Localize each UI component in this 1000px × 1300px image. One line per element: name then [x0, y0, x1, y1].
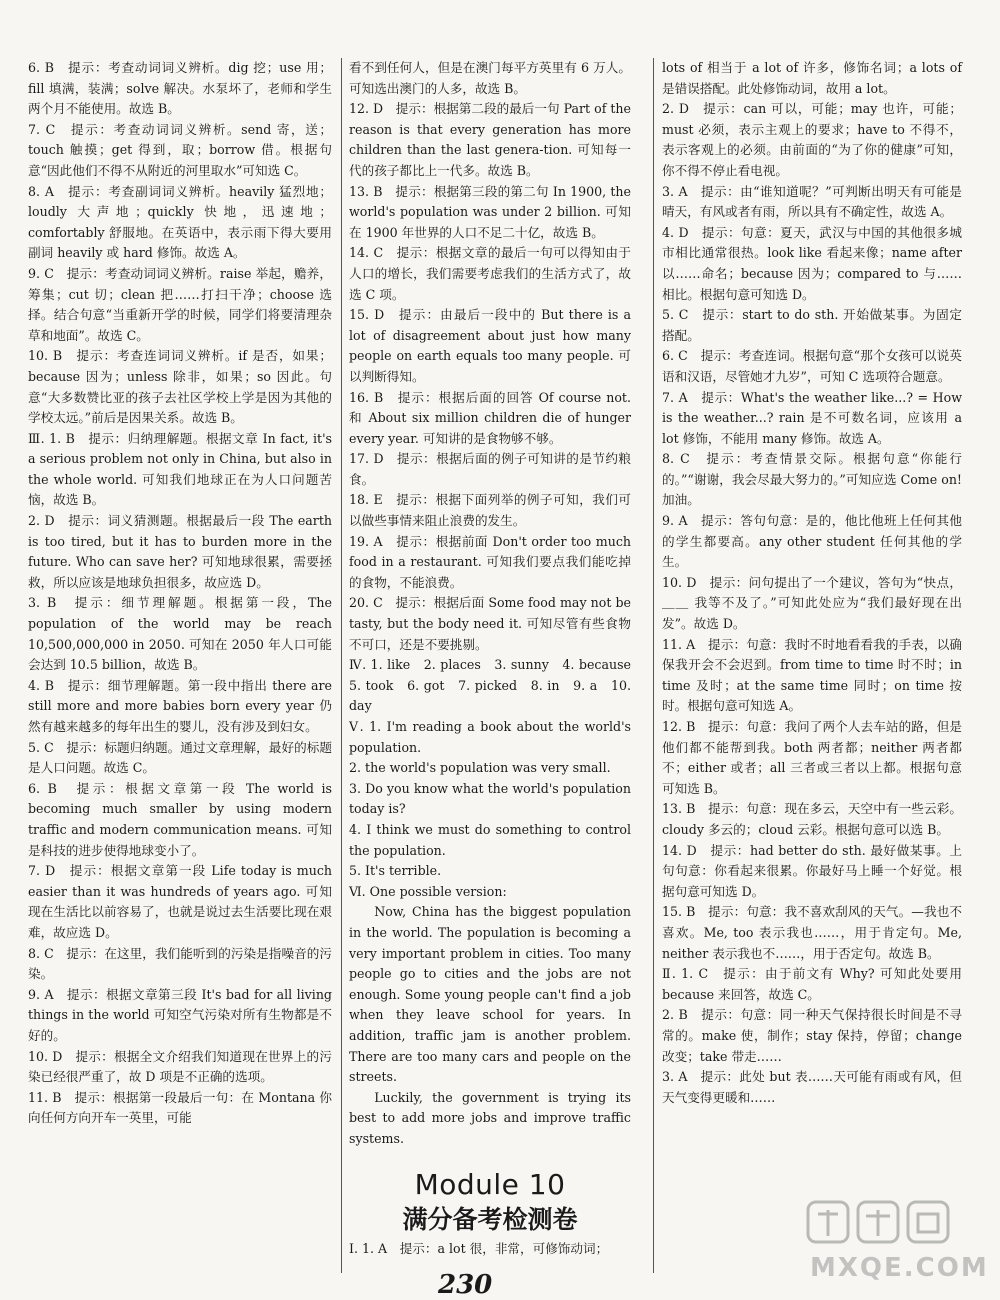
answer-item: 17. D 提示：根据后面的例子可知讲的是节约粮食。 [349, 451, 631, 487]
answer-item: 9. A 提示：根据文章第三段 It's bad for all living things in the world 可知空气污染对所有生物都是不好的。 [28, 986, 332, 1043]
answer-item: 3. A 提示：由“谁知道呢？”可判断出明天有可能是晴天，有风或者有雨，所以具有不确定性，故选 A。 [662, 183, 962, 220]
answer-item: Ⅴ. 1. I'm reading a book about the world's population. [349, 719, 631, 755]
answer-item: 15. B 提示：句意：我不喜欢刮风的天气。—我也不喜欢。Me, too 表示我也……，用于肯定句。Me, neither 表示我也不……，用于否定句。故选 B。 [662, 904, 962, 961]
answer-item: 20. C 提示：根据后面 Some food may not be tasty, but the body need it. 可知尽管有些食物不可口，还是不要挑剔。 [349, 595, 631, 652]
answer-item: 7. D 提示：根据文章第一段 Life today is much easier than it was hundreds of years ago. 可知现在生活比以前容易了，也就是说过去生活要比现在艰难，故应选 D。 [28, 863, 332, 940]
answer-item: 4. D 提示：句意：夏天，武汉与中国的其他很多城市相比通常很热。look like 看起来像；name after 以……命名；because 因为；compared to 与……相比。根据句意可知选 D。 [662, 224, 962, 302]
answer-item: 9. A 提示：答句句意：是的，他比他班上任何其他的学生都要高。any other student 任何其他的学生。 [662, 513, 962, 570]
answer-item: Ⅳ. 1. like 2. places 3. sunny 4. because 5. took 6. got 7. picked 8. in 9. a 10. day [349, 657, 644, 714]
answer-item: 2. B 提示：句意：同一种天气保持很长时间是不寻常的。make 使，制作；stay 保持，停留；change 改变；take 带走…… [662, 1007, 962, 1064]
answer-item: 14. D 提示：had better do sth. 最好做某事。上句句意：你看起来很累。你最好马上睡一个好觉。根据句意可知选 D。 [662, 842, 962, 899]
answer-item: 6. B 提示：根据文章第一段 The world is becoming much smaller by using modern traffic and modern communication means. 可知是科技的进步使得地球变小了。 [28, 780, 332, 858]
answer-list-middle-top [349, 58, 644, 902]
answer-item: 12. D 提示：根据第二段的最后一句 Part of the reason is that every generation has more children than the last genera-tion. 可知每一代的孩子都比上一代多。故选 B。 [349, 101, 631, 178]
answer-item: Ⅱ. 1. C 提示：由于前文有 Why? 可知此处要用 because 来回答，故选 C。 [662, 966, 962, 1002]
answer-item: 4. I think we must do something to control the population. [349, 821, 631, 858]
essay-paragraph: Now, China has the biggest population in the world. The population is becoming a very important problem in cities. Too many people go to cities and the jobs are not enough. Some young people can't find a job when they leave school for years. In addition, traffic jam is another problem. There are too many cars and people on the streets. [349, 904, 631, 1085]
answer-item: 3. B 提示：细节理解题。根据第一段，The population of the world may be reach 10,500,000,000 in 2050. 可知在 2050 年人口可能会达到 10.5 billion，故选 B。 [28, 595, 332, 673]
sample-essay [349, 902, 631, 1149]
answer-item: 8. C 提示：考查情景交际。根据句意“你能行的。”“谢谢，我会尽最大努力的。”可知应选 Come on! 加油。 [662, 451, 962, 508]
answer-item: Ⅲ. 1. B 提示：归纳理解题。根据文章 In fact, it's a serious problem not only in China, but also in the whole world. 可知我们地球正在为人口问题苦恼，故选 B。 [28, 430, 332, 508]
answer-item: 2. the world's population was very small. [349, 760, 611, 776]
module-subtitle: 满分备考检测卷 [402, 1205, 578, 1235]
answer-item: 13. B 提示：根据第三段的第二句 In 1900, the world's population was under 2 billion. 可知在 1900 年世界的人口不足二十亿，故选 B。 [349, 183, 631, 240]
module-title: Module 10 [414, 1168, 566, 1202]
answer-item: 9. C 提示：考查动词词义辨析。raise 举起，赡养，筹集；cut 切；clean 把……打扫干净；choose 选择。结合句意“当重新开学的时候，同学们将要清理杂草和地面”。故选 C。 [28, 265, 332, 343]
answer-item: 7. A 提示：What's the weather like...? = How is the weather...? rain 是不可数名词，应该用 a lot 修饰，不能用 many 修饰。故选 A。 [662, 389, 962, 446]
answer-item: 8. A 提示：考查副词词义辨析。heavily 猛烈地；loudly 大声地；quickly 快地，迅速地；comfortably 舒服地。在英语中，表示雨下得大要用副词 heavily 或 hard 修饰。故选 A。 [28, 183, 332, 261]
page-number: 230 [438, 1270, 493, 1300]
answer-item: Ⅰ. 1. A 提示：a lot 很，非常，可修饰动词； [349, 1241, 609, 1257]
answer-item: 14. C 提示：根据文章的最后一句可以得知由于人口的增长，我们需要考虑我们的生活方式了，故选 C 项。 [349, 245, 631, 302]
answer-item: 2. D 提示：can 可以，可能；may 也许，可能；must 必须，表示主观上的要求；have to 不得不，表示客观上的必须。由前面的“为了你的健康”可知，你不得不停止看电视。 [662, 101, 962, 178]
answer-item: 3. Do you know what the world's population today is? [349, 780, 631, 817]
answer-item: 看不到任何人，但是在澳门每平方英里有 6 万人。可知选出澳门的人多，故选 B。 [349, 60, 631, 96]
answer-item: 4. B 提示：细节理解题。第一段中指出 there are still more and more babies born every year 仍然有越来越多的每年出生的婴儿，没有涉及到妇女。 [28, 677, 332, 734]
answer-item: 18. E 提示：根据下面列举的例子可知，我们可以做些事情来阻止浪费的发生。 [349, 492, 631, 529]
essay-paragraph: Luckily, the government is trying its best to add more jobs and improve traffic systems. [349, 1089, 631, 1146]
answer-item: 3. A 提示：此处 but 表……天可能有雨或有风，但天气变得更暖和…… [662, 1069, 962, 1105]
svg-text:MXQE.COM: MXQE.COM [810, 1253, 989, 1283]
column-divider-1 [341, 58, 342, 1273]
answer-item: 5. C 提示：标题归纳题。通过文章理解，最好的标题是人口问题。故选 C。 [28, 739, 332, 776]
answer-column-right [662, 58, 962, 1280]
answer-item: 11. A 提示：句意：我时不时地看看我的手表，以确保我开会不会迟到。from time to time 时不时；in time 及时；at the same time 同时；on time 按时。根据句意可知选 A。 [662, 636, 962, 714]
answer-item: 12. B 提示：句意：我问了两个人去车站的路，但是他们都不能帮到我。both 两者都；neither 两者都不；either 或者；all 三者或三者以上都。根据句意可知选 B。 [662, 719, 962, 796]
answer-item: 6. C 提示：考查连词。根据句意“那个女孩可以说英语和汉语，尽管她才九岁”，可知 C 选项符合题意。 [662, 348, 962, 384]
answer-item: 11. B 提示：根据第一段最后一句：在 Montana 你向任何方向开车一英里，可能 [28, 1089, 332, 1126]
answer-item: 16. B 提示：根据后面的回答 Of course not. 和 About six million children die of hunger every year. 可知讲的是食物够不够。 [349, 389, 631, 446]
answer-column-left [28, 58, 332, 1280]
answer-item: 5. C 提示：start to do sth. 开始做某事。为固定搭配。 [662, 307, 962, 343]
answer-item: 10. D 提示：根据全文介绍我们知道现在世界上的污染已经很严重了，故 D 项是不正确的选项。 [28, 1048, 332, 1085]
answer-item: 8. C 提示：在这里，我们能听到的污染是指噪音的污染。 [28, 945, 332, 982]
answer-item: 2. D 提示：词义猜测题。根据最后一段 The earth is too tired, but it has to burden more in the future. Who can save her? 可知地球很累，需要拯救，所以应该是地球负担很多，故应选 D。 [28, 513, 332, 590]
answer-item: 10. D 提示：问句提出了一个建议，答句为“快点，＿＿ 我等不及了。”可知此处应为“我们最好现在出发”。故选 D。 [662, 574, 962, 632]
answer-list-middle-bottom [349, 1239, 631, 1260]
answer-column-middle [349, 58, 644, 1280]
column-divider-2 [653, 58, 654, 1273]
answer-item: Ⅵ. One possible version: [349, 883, 507, 899]
answer-item: 19. A 提示：根据前面 Don't order too much food in a restaurant. 可知我们要点我们能吃掉的食物，不能浪费。 [349, 533, 631, 590]
answer-item: lots of 相当于 a lot of 许多，修饰名词；a lots of 是错误搭配。此处修饰动词，故用 a lot。 [662, 60, 962, 96]
answer-item: 5. It's terrible. [349, 863, 442, 879]
answer-item: 15. D 提示：由最后一段中的 But there is a lot of disagreement about just how many people on earth equals too many people. 可以判断得知。 [349, 307, 631, 384]
answer-item: 7. C 提示：考查动词词义辨析。send 寄，送；touch 触摸；get 得到，取；borrow 借。根据句意“因此他们不得不从附近的河里取水”可知选 C。 [28, 121, 332, 178]
answer-item: 10. B 提示：考查连词词义辨析。if 是否，如果；because 因为；unless 除非，如果；so 因此。句意“大多数赞比亚的孩子去社区学校上学是因为其他的学校太远。”前后是因果关系。故选 B。 [28, 348, 332, 426]
site-watermark-logo [800, 1196, 990, 1288]
answer-item: 13. B 提示：句意：现在多云，天空中有一些云彩。cloudy 多云的；cloud 云彩。根据句意可以选 B。 [662, 801, 962, 837]
answer-item: 6. B 提示：考查动词词义辨析。dig 挖；use 用；fill 填满，装满；solve 解决。水泵坏了，老师和学生两个月不能使用。故选 B。 [28, 60, 332, 117]
